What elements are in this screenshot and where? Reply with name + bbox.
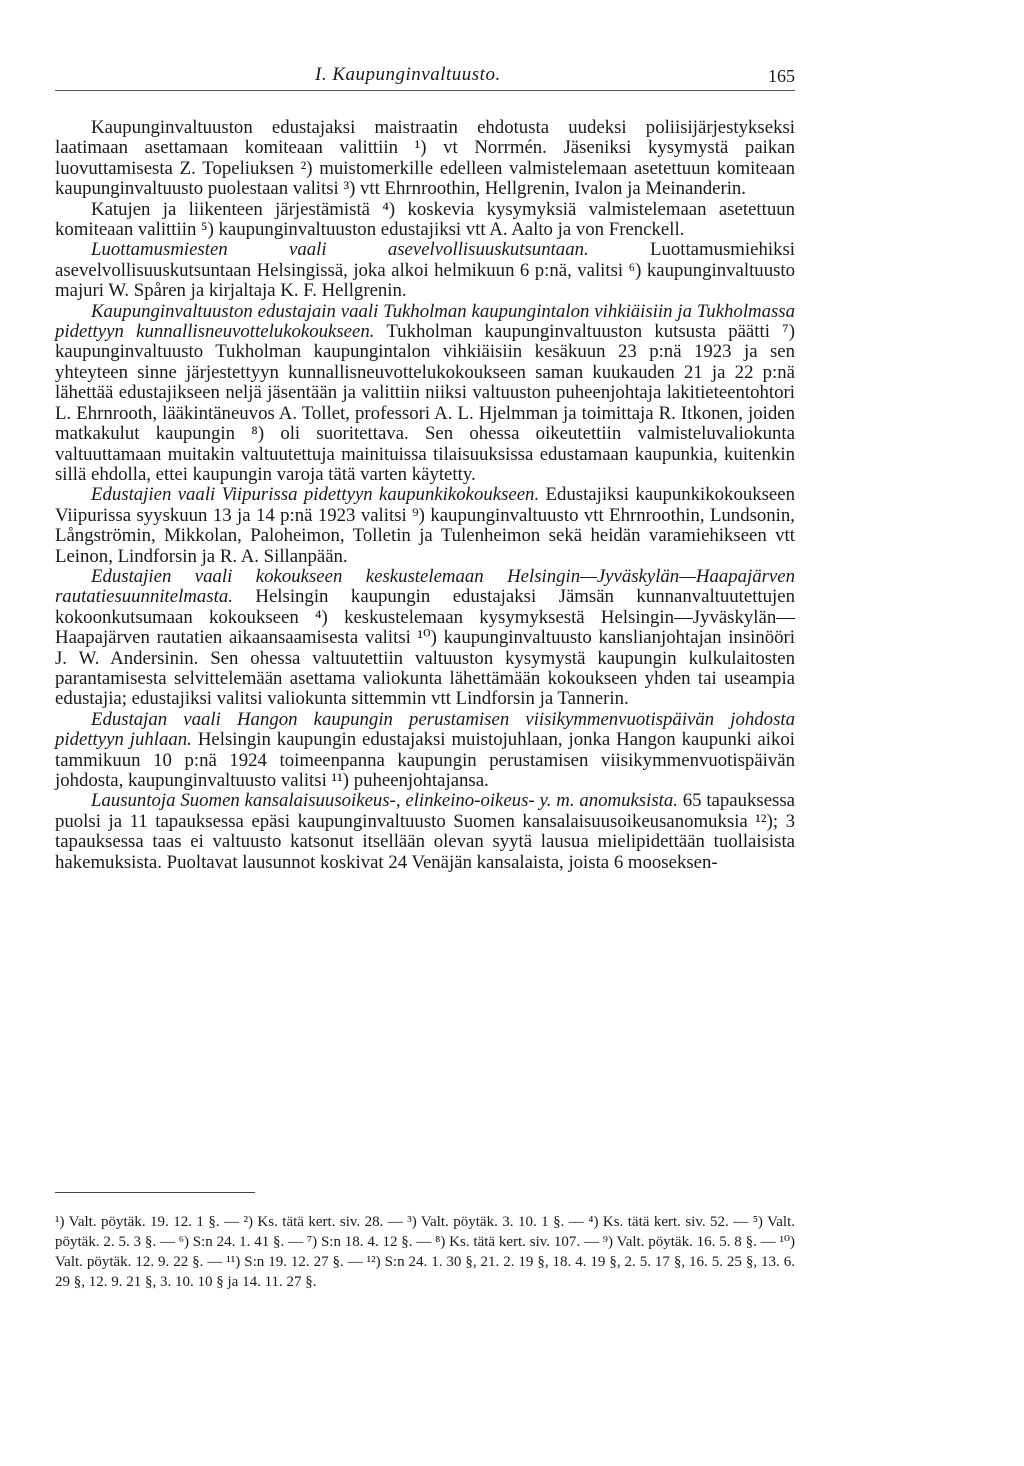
- paragraph-text: Katujen ja liikenteen järjestämistä ⁴) koskevia kysymyksiä valmistelemaan asetettuun komiteaan valittiin ⁵) kaupunginvaltuuston edustajiksi vtt A. Aalto ja von Frenckell.: [55, 198, 795, 241]
- paragraph-text: Edustajiksi kaupunkikokoukseen Viipurissa syyskuun 13 ja 14 p:nä 1923 valitsi ⁹) kaupunginvaltuusto vtt Ehrnroothin, Lundsonin, Långströmin, Mikkolan, Paloheimon, Tolletin ja Tulenheimon sekä heidän varamiehikseen vtt Leinon, Lindforsin ja R. A. Sillanpään.: [55, 484, 795, 567]
- paragraph-text: Helsingin kaupungin edustajaksi Jämsän kunnanvaltuutettujen kokoonkutsumaan kokoukseen ⁴) keskustelemaan kysymyksestä Helsingin—Jyväskylän—Haapajärven rautatien aikaansaamisesta valitsi ¹⁰) kaupunginvaltuusto kanslianjohtajan insinööri J. W. Andersinin. Sen ohessa valtuutettiin valtuuston kysymystä kaupungin kulkulaitosten parantamisesta selvittelemään asettama valiokunta lähettämään kokoukseen yhden tai useampia edustajia; edustajiksi valitsi valiokunta sittemmin vtt Lindforsin ja Tannerin.: [55, 586, 795, 710]
- section-heading: Edustajan vaali Hangon kaupungin perustamisen viisikymmenvuotispäivän johdosta pidettyyn juhlaan.: [55, 708, 795, 751]
- paragraph: [55, 710, 795, 792]
- paragraph: [55, 118, 795, 200]
- section-heading: Kaupunginvaltuuston edustajain vaali Tukholman kaupungintalon vihkiäisiin ja Tukholmassa pidettyyn kunnallisneuvottelukokoukseen.: [55, 300, 795, 343]
- paragraph-text: Kaupunginvaltuuston edustajaksi maistraatin ehdotusta uudeksi poliisijärjestykseksi laatimaan asettamaan komiteaan valittiin ¹) vt Norrmén. Jäseniksi kysymystä paikan luovuttamisesta Z. Topeliuksen ²) muistomerkille edelleen valmistelemaan asetettuun komiteaan kaupunginvaltuusto puolestaan valitsi ³) vtt Ehrnroothin, Hellgrenin, Ivalon ja Meinanderin.: [55, 117, 795, 200]
- running-title: I. Kaupunginvaltuusto.: [315, 64, 501, 85]
- paragraph: [55, 240, 795, 301]
- footnotes: ¹) Valt. pöytäk. 19. 12. 1 §. — ²) Ks. tätä kert. siv. 28. — ³) Valt. pöytäk. 3. 10. 1 §. — ⁴) Ks. tätä kert. siv. 52. — ⁵) Valt. pöytäk. 2. 5. 3 §. — ⁶) S:n 24. 1. 41 §. — ⁷) S:n 18. 4. 12 §. — ⁸) Ks. tätä kert. siv. 107. — ⁹) Valt. pöytäk. 16. 5. 8 §. — ¹⁰) Valt. pöytäk. 12. 9. 22 §. — ¹¹) S:n 19. 12. 27 §. — ¹²) S:n 24. 1. 30 §, 21. 2. 19 §, 18. 4. 19 §, 2. 5. 17 §, 16. 5. 25 §, 13. 6. 29 §, 12. 9. 21 §, 3. 10. 10 § ja 14. 11. 27 §.: [55, 1214, 795, 1290]
- paragraph-text: 65 tapauksessa puolsi ja 11 tapauksessa epäsi kaupunginvaltuusto Suomen kansalaisuusoikeusanomuksia ¹²); 3 tapauksessa taas ei valtuusto katsonut itsellään olevan syytä lausua mielipidettään tuollaisista hakemuksista. Puoltavat lausunnot koskivat 24 Venäjän kansalaista, joista 6 mooseksen-: [55, 790, 795, 873]
- paragraph: [55, 302, 795, 486]
- body-text: [55, 118, 795, 873]
- page-header: [55, 64, 795, 91]
- paragraph: [55, 791, 795, 873]
- section-heading: Edustajien vaali Viipurissa pidettyyn kaupunkikokoukseen.: [91, 484, 540, 506]
- paragraph: [55, 567, 795, 710]
- paragraph-text: Helsingin kaupungin edustajaksi muistojuhlaan, jonka Hangon kaupunki aikoi tammikuun 10 p:nä 1924 toimeenpanna kaupungin perustamisen viisikymmenvuotispäivän johdosta, kaupunginvaltuusto valitsi ¹¹) puheenjohtajansa.: [55, 729, 795, 791]
- page-number: 165: [768, 66, 795, 86]
- section-heading: Lausuntoja Suomen kansalaisuusoikeus-, elinkeino-oikeus- y. m. anomuksista.: [91, 790, 678, 812]
- paragraph: [55, 200, 795, 241]
- paragraph: [55, 485, 795, 567]
- section-heading: Edustajien vaali kokoukseen keskustelemaan Helsingin—Jyväskylän—Haapajärven rautatiesuunnitelmasta.: [55, 565, 795, 608]
- paragraph-text: Tukholman kaupunginvaltuuston kutsusta päätti ⁷) kaupunginvaltuusto Tukholman kaupungintalon vihkiäisiin kesäkuun 23 p:nä 1923 ja sen yhteyteen sinne järjestettyyn kunnallisneuvottelukokoukseen saman kuukauden 21 ja 22 p:nä lähettää edustajikseen neljä jäsentään ja valittiin niiksi valtuuston puheenjohtaja lakitieteentohtori L. Ehrnrooth, lääkintäneuvos A. Tollet, professori A. L. Hjelmman ja toimittaja R. Itkonen, joiden matkakulut kaupungin ⁸) oli suoritettava. Sen ohessa oikeutettiin valmisteluvaliokunta valtuuttamaan muitakin valtuutettuja mainituissa tilaisuuksissa edustamaan kaupunkia, kuitenkin sillä ehdolla, ettei kaupungin varoja tätä varten käytetty.: [55, 321, 795, 485]
- section-heading: Luottamusmiesten vaali asevelvollisuuskutsuntaan.: [91, 239, 589, 261]
- paragraph-text: Luottamusmiehiksi asevelvollisuuskutsuntaan Helsingissä, joka alkoi helmikuun 6 p:nä, valitsi ⁶) kaupunginvaltuusto majuri W. Spåren ja kirjaltaja K. F. Hellgrenin.: [55, 239, 795, 302]
- footnote-divider: [55, 1192, 255, 1193]
